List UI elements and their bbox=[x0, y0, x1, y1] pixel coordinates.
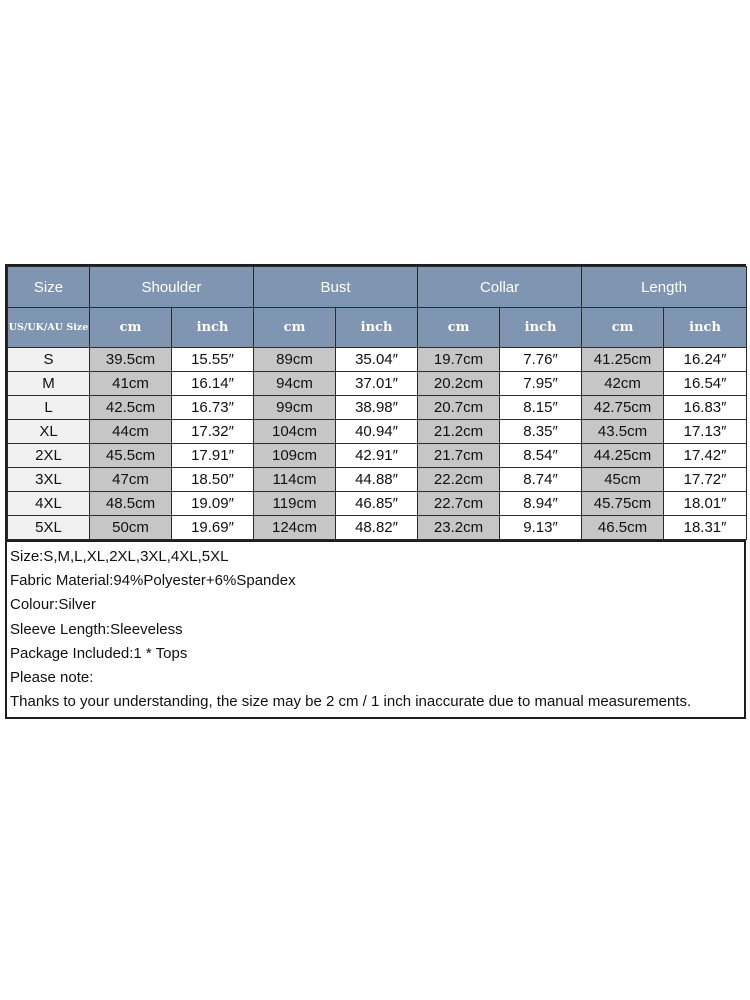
shoulder-in-cell: 19.69″ bbox=[172, 516, 254, 540]
size-label-cell: 4XL bbox=[8, 492, 90, 516]
size-chart bbox=[5, 264, 746, 719]
shoulder-cm-header: cm bbox=[90, 308, 172, 348]
bust-in-cell: 48.82″ bbox=[336, 516, 418, 540]
bust-header: Bust bbox=[254, 267, 418, 308]
sub-header-row bbox=[8, 308, 747, 348]
length-inch-header: inch bbox=[664, 308, 747, 348]
collar-in-cell: 8.74″ bbox=[500, 468, 582, 492]
collar-cm-cell: 19.7cm bbox=[418, 348, 500, 372]
shoulder-header: Shoulder bbox=[90, 267, 254, 308]
collar-header: Collar bbox=[418, 267, 582, 308]
collar-cm-header: cm bbox=[418, 308, 500, 348]
bust-in-cell: 35.04″ bbox=[336, 348, 418, 372]
table-row bbox=[8, 372, 747, 396]
length-header: Length bbox=[582, 267, 747, 308]
collar-in-cell: 7.76″ bbox=[500, 348, 582, 372]
collar-in-cell: 8.15″ bbox=[500, 396, 582, 420]
bust-in-cell: 46.85″ bbox=[336, 492, 418, 516]
shoulder-in-cell: 18.50″ bbox=[172, 468, 254, 492]
shoulder-inch-header: inch bbox=[172, 308, 254, 348]
collar-cm-cell: 22.7cm bbox=[418, 492, 500, 516]
shoulder-in-cell: 17.32″ bbox=[172, 420, 254, 444]
bust-cm-cell: 89cm bbox=[254, 348, 336, 372]
shoulder-in-cell: 15.55″ bbox=[172, 348, 254, 372]
bust-in-cell: 42.91″ bbox=[336, 444, 418, 468]
shoulder-in-cell: 17.91″ bbox=[172, 444, 254, 468]
bust-cm-cell: 99cm bbox=[254, 396, 336, 420]
size-label-cell: 3XL bbox=[8, 468, 90, 492]
length-in-cell: 18.31″ bbox=[664, 516, 747, 540]
collar-in-cell: 9.13″ bbox=[500, 516, 582, 540]
size-header: Size bbox=[8, 267, 90, 308]
bust-in-cell: 38.98″ bbox=[336, 396, 418, 420]
collar-cm-cell: 22.2cm bbox=[418, 468, 500, 492]
note-line: Fabric Material:94%Polyester+6%Spandex bbox=[10, 572, 296, 590]
bust-cm-header: cm bbox=[254, 308, 336, 348]
note-line: Colour:Silver bbox=[10, 596, 96, 614]
size-label-cell: 5XL bbox=[8, 516, 90, 540]
length-in-cell: 17.13″ bbox=[664, 420, 747, 444]
note-line: Please note: bbox=[10, 668, 94, 686]
length-cm-cell: 45.75cm bbox=[582, 492, 664, 516]
table-row bbox=[8, 516, 747, 540]
collar-in-cell: 8.35″ bbox=[500, 420, 582, 444]
note-line: Package Included:1 * Tops bbox=[10, 644, 188, 662]
table-row bbox=[8, 468, 747, 492]
length-cm-cell: 44.25cm bbox=[582, 444, 664, 468]
shoulder-cm-cell: 39.5cm bbox=[90, 348, 172, 372]
length-cm-cell: 46.5cm bbox=[582, 516, 664, 540]
length-cm-header: cm bbox=[582, 308, 664, 348]
region-size-header: US/UK/AU Size bbox=[8, 308, 90, 348]
bust-inch-header: inch bbox=[336, 308, 418, 348]
collar-cm-cell: 20.7cm bbox=[418, 396, 500, 420]
shoulder-cm-cell: 47cm bbox=[90, 468, 172, 492]
length-in-cell: 16.83″ bbox=[664, 396, 747, 420]
bust-cm-cell: 104cm bbox=[254, 420, 336, 444]
length-in-cell: 18.01″ bbox=[664, 492, 747, 516]
bust-cm-cell: 109cm bbox=[254, 444, 336, 468]
bust-cm-cell: 119cm bbox=[254, 492, 336, 516]
size-label-cell: XL bbox=[8, 420, 90, 444]
shoulder-cm-cell: 50cm bbox=[90, 516, 172, 540]
shoulder-cm-cell: 42.5cm bbox=[90, 396, 172, 420]
bust-in-cell: 40.94″ bbox=[336, 420, 418, 444]
bust-in-cell: 37.01″ bbox=[336, 372, 418, 396]
collar-in-cell: 8.54″ bbox=[500, 444, 582, 468]
length-cm-cell: 43.5cm bbox=[582, 420, 664, 444]
shoulder-cm-cell: 45.5cm bbox=[90, 444, 172, 468]
note-line: Sleeve Length:Sleeveless bbox=[10, 620, 183, 638]
bust-cm-cell: 94cm bbox=[254, 372, 336, 396]
collar-cm-cell: 23.2cm bbox=[418, 516, 500, 540]
shoulder-cm-cell: 44cm bbox=[90, 420, 172, 444]
table-row bbox=[8, 492, 747, 516]
shoulder-in-cell: 16.73″ bbox=[172, 396, 254, 420]
group-header-row bbox=[8, 267, 747, 308]
collar-cm-cell: 21.7cm bbox=[418, 444, 500, 468]
size-label-cell: 2XL bbox=[8, 444, 90, 468]
collar-in-cell: 7.95″ bbox=[500, 372, 582, 396]
product-notes bbox=[7, 540, 744, 717]
collar-in-cell: 8.94″ bbox=[500, 492, 582, 516]
length-cm-cell: 45cm bbox=[582, 468, 664, 492]
size-table bbox=[7, 266, 747, 540]
size-table-body bbox=[8, 348, 747, 540]
length-cm-cell: 42.75cm bbox=[582, 396, 664, 420]
shoulder-cm-cell: 41cm bbox=[90, 372, 172, 396]
bust-cm-cell: 124cm bbox=[254, 516, 336, 540]
note-line: Thanks to your understanding, the size may be 2 cm / 1 inch inaccurate due to manual measurements. bbox=[10, 693, 692, 711]
table-row bbox=[8, 396, 747, 420]
collar-cm-cell: 20.2cm bbox=[418, 372, 500, 396]
collar-inch-header: inch bbox=[500, 308, 582, 348]
table-row bbox=[8, 444, 747, 468]
table-row bbox=[8, 420, 747, 444]
length-cm-cell: 41.25cm bbox=[582, 348, 664, 372]
table-row bbox=[8, 348, 747, 372]
collar-cm-cell: 21.2cm bbox=[418, 420, 500, 444]
bust-in-cell: 44.88″ bbox=[336, 468, 418, 492]
note-line: Size:S,M,L,XL,2XL,3XL,4XL,5XL bbox=[10, 548, 229, 565]
length-in-cell: 16.54″ bbox=[664, 372, 747, 396]
shoulder-cm-cell: 48.5cm bbox=[90, 492, 172, 516]
length-in-cell: 17.42″ bbox=[664, 444, 747, 468]
length-in-cell: 16.24″ bbox=[664, 348, 747, 372]
bust-cm-cell: 114cm bbox=[254, 468, 336, 492]
size-label-cell: M bbox=[8, 372, 90, 396]
length-cm-cell: 42cm bbox=[582, 372, 664, 396]
shoulder-in-cell: 19.09″ bbox=[172, 492, 254, 516]
size-label-cell: S bbox=[8, 348, 90, 372]
shoulder-in-cell: 16.14″ bbox=[172, 372, 254, 396]
length-in-cell: 17.72″ bbox=[664, 468, 747, 492]
size-label-cell: L bbox=[8, 396, 90, 420]
